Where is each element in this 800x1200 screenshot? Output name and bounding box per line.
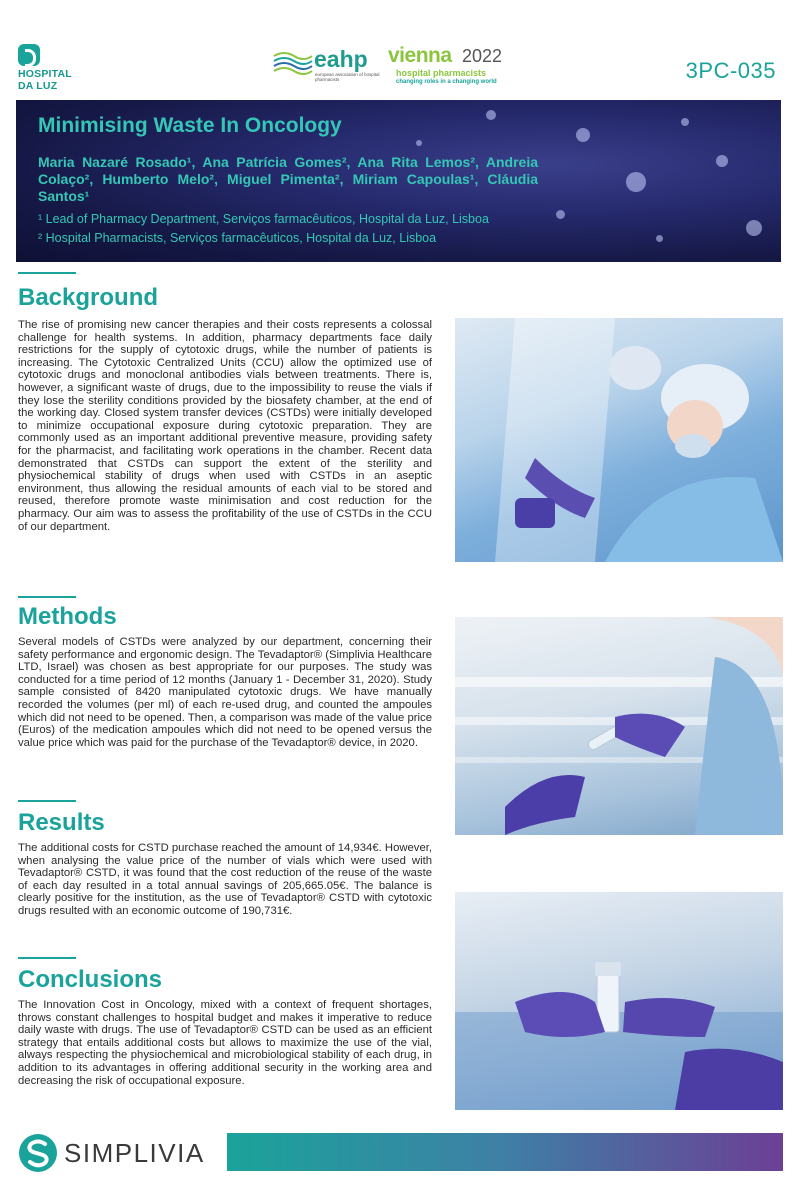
bokeh-dot	[486, 110, 496, 120]
vienna-year: 2022	[462, 46, 503, 66]
lab-photo-syringe	[455, 617, 783, 835]
bokeh-dot	[576, 128, 590, 142]
eahp-name: eahp	[314, 46, 368, 72]
methods-heading: Methods	[18, 603, 117, 630]
poster-title: Minimising Waste In Oncology	[38, 114, 342, 137]
simplivia-logo-icon	[18, 1133, 58, 1173]
hospital-da-luz-logo-text: HOSPITAL DA LUZ	[18, 68, 72, 92]
affiliation-1: ¹ Lead of Pharmacy Department, Serviços farmacêuticos, Hospital da Luz, Lisboa	[38, 212, 489, 226]
lab-photo-syringe-illustration	[455, 617, 783, 835]
vienna-subtagline: changing roles in a changing world	[396, 79, 497, 85]
vienna-tagline: hospital pharmacists	[396, 68, 487, 78]
bokeh-dot	[626, 172, 646, 192]
lab-photo-vial-illustration	[455, 892, 783, 1110]
bokeh-dot	[681, 118, 689, 126]
bokeh-dot	[656, 235, 663, 242]
bokeh-dot	[556, 210, 565, 219]
lab-photo-pharmacists-illustration	[455, 318, 783, 562]
bokeh-dot	[716, 155, 728, 167]
title-banner	[16, 100, 781, 262]
author-list: Maria Nazaré Rosado¹, Ana Patrícia Gomes², Ana Rita Lemos², Andreia Colaço², Humberto Melo², Miguel Pimenta², Miriam Capoulas¹, Cláudia Santos¹	[38, 154, 538, 204]
bokeh-dot	[416, 140, 422, 146]
conclusions-heading: Conclusions	[18, 966, 163, 993]
conclusions-text: The Innovation Cost in Oncology, mixed with a context of frequent shortages, throws constant challenges to hospital budget and makes it imperative to reduce daily waste with drugs. The use of Tevadaptor® CSTD can be used as an efficient strategy that entails additional costs but allows to maximize the use of the vial, always respecting the physiochemical and microbiological stability of each drug, in addition to its advantages in offering additional security in the working area and decreasing the risk of occupational exposure.	[18, 999, 432, 1087]
eahp-subtitle: european association of hospital pharmacists	[315, 72, 380, 82]
section-divider	[18, 957, 76, 959]
simplivia-brand: SIMPLIVIA	[64, 1138, 205, 1168]
background-heading: Background	[18, 284, 159, 311]
bokeh-dot	[746, 220, 762, 236]
methods-text: Several models of CSTDs were analyzed by our department, concerning their safety performance and ergonomic design. The Tevadaptor® (Simplivia Healthcare LTD, Israel) was chosen as best appropriate for our purposes. The study was conducted for a time period of 12 months (January 1 - December 31, 2020). Study sample consisted of 8420 manipulated cytotoxic drugs. We have manually recorded the volumes (per ml) of each re-used drug, and counted the ampoules which did not need to be opened. Then, a comparison was made of the value price (Euros) of the medication ampoules which did not need to be opened versus the value price which was paid for the purchase of the Tevadaptor® device, in 2020.	[18, 636, 432, 749]
hospital-da-luz-logo	[18, 44, 88, 100]
poster-code: 3PC-035	[685, 58, 776, 83]
affiliation-2: ² Hospital Pharmacists, Serviços farmacêuticos, Hospital da Luz, Lisboa	[38, 231, 437, 245]
vienna-name: vienna	[388, 44, 452, 67]
lab-photo-pharmacists	[455, 318, 783, 562]
eahp-logo	[272, 46, 384, 84]
section-divider	[18, 272, 76, 274]
lab-photo-vial	[455, 892, 783, 1110]
footer-gradient-bar	[227, 1133, 783, 1171]
vienna-2022-logo	[388, 44, 518, 88]
hospital-da-luz-icon	[18, 44, 40, 66]
section-divider	[18, 800, 76, 802]
background-text: The rise of promising new cancer therapies and their costs represents a colossal challenge for health systems. In addition, pharmacy departments face daily restrictions for the supply of cytotoxic drugs, while the number of patients is increasing. The Cytotoxic Centralized Units (CCU) allow the optimized use of cytotoxic drugs and monoclonal antibodies vials between treatments. There is, however, a significant waste of drugs, due to the impossibility to reuse the vials if they lose the sterility conditions provided by the biosafety chamber, at the end of the working day. Closed system transfer devices (CSTDs) were initially developed to minimize occupational exposure during cytotoxic preparation. They are commonly used as an important additional preventive measure, providing safety for the pharmacist, and facilitating work operations in the chamber. Recent data demonstrated that CSTDs can support the extent of the sterility and physiochemical stability of drugs when used with CSTDs in an aseptic environment, thus allowing the residual amounts of each vial to be stored and reused, therefore promote waste minimisation and cost reduction for the pharmacy. Our aim was to assess the profitability of the use of CSTDs in the CCU of our department.	[18, 319, 432, 533]
results-text: The additional costs for CSTD purchase reached the amount of 14,934€. However, when analysing the value price of the number of vials which were used with Tevadaptor® CSTD, it was found that the cost reduction of the reuse of the waste of each day resulted in a total annual savings of 205,665.05€. The balance is clearly positive for the institution, as the use of Tevadaptor® CSTD with cytotoxic drugs resulted with an economic outcome of 190,731€.	[18, 842, 432, 917]
eahp-wave-icon	[272, 48, 314, 78]
section-divider	[18, 596, 76, 598]
results-heading: Results	[18, 809, 105, 836]
